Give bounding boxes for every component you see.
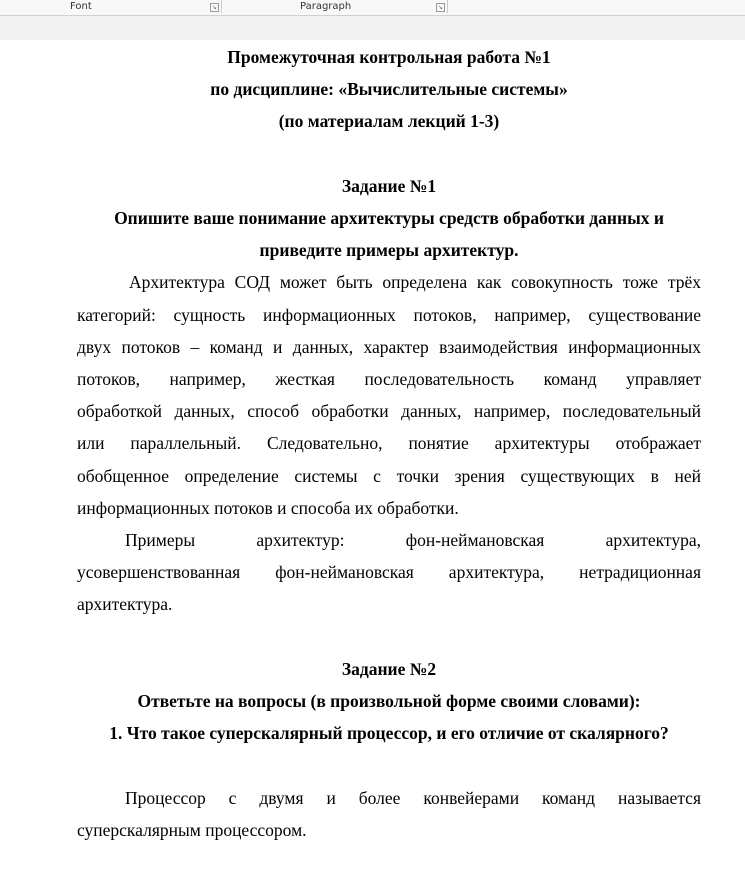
ribbon-group-labels	[0, 0, 745, 16]
paragraph-dialog-launcher-icon[interactable]: ↘	[437, 4, 444, 11]
answer-line: Примеры архитектур: фон-неймановская архитектура,	[125, 530, 701, 550]
document-title-line: по дисциплине: «Вычислительные системы»	[210, 79, 568, 100]
answer-line: Архитектура СОД может быть определена как совокупность тоже трёх	[129, 272, 701, 293]
answer-line: Процессор с двумя и более конвейерами команд называется	[125, 787, 701, 808]
answer-line: обработкой данных, способ обработки данных, например, последовательный	[77, 401, 701, 422]
answer-line: усовершенствованная фон-неймановская архитектура, нетрадиционная	[77, 562, 701, 583]
document-title-line: (по материалам лекций 1-3)	[278, 111, 500, 132]
answer-line: двух потоков – команд и данных, характер взаимодействия информационных	[77, 336, 701, 357]
document-title-line: Промежуточная контрольная работа №1	[227, 47, 551, 67]
task-2-heading: Задание №2	[341, 658, 437, 679]
answer-line: категорий: сущность информационных потоков, например, существование	[77, 304, 701, 325]
font-group-label: Font	[70, 1, 92, 12]
answer-line: потоков, например, жесткая последовательность команд управляет	[77, 369, 701, 389]
answer-line: суперскалярным процессором.	[77, 819, 307, 840]
answer-line: обобщенное определение системы с точки зрения существующих в ней	[77, 465, 701, 486]
answer-line: информационных потоков и способа их обработки.	[77, 497, 459, 518]
document-page[interactable]	[0, 40, 745, 840]
ruler-gap	[0, 16, 745, 40]
task-2-question-1: 1. Что такое суперскалярный процессор, и его отличие от скалярного?	[109, 723, 669, 744]
task-1-heading: Задание №1	[341, 175, 437, 196]
divider	[447, 0, 448, 13]
answer-line: или параллельный. Следовательно, понятие архитектуры отображает	[77, 433, 701, 454]
task-1-question-line: приведите примеры архитектур.	[259, 240, 519, 261]
divider	[221, 0, 222, 13]
task-2-intro: Ответьте на вопросы (в произвольной форме своими словами):	[137, 691, 641, 711]
answer-line: архитектура.	[77, 594, 173, 615]
font-dialog-launcher-icon[interactable]: ↘	[211, 4, 218, 11]
paragraph-group-label: Paragraph	[300, 1, 352, 12]
task-1-question-line: Опишите ваше понимание архитектуры средств обработки данных и	[114, 208, 664, 228]
